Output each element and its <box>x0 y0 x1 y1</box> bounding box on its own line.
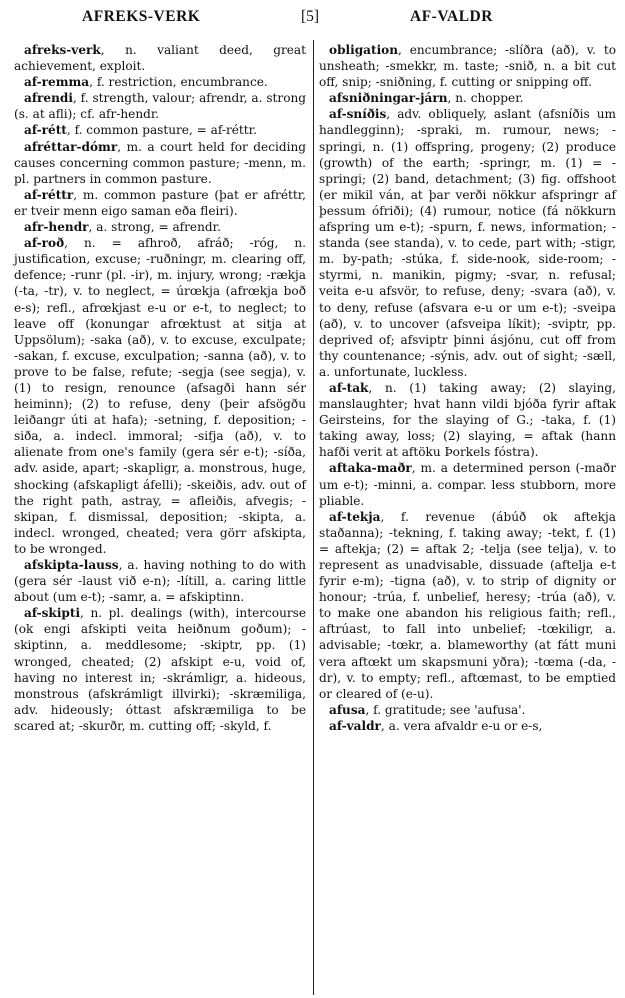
dictionary-entry: afr-hendr, a. strong, = afrendr. <box>24 220 221 235</box>
page-header <box>14 6 614 28</box>
dictionary-entry: aftaka-maðr, m. a determined person (-maðr um e-t); -minni, a. compar. less stubborn, more pliable. <box>319 461 616 508</box>
left-column <box>14 42 306 734</box>
headword: afusa <box>329 702 366 717</box>
dictionary-entry: afréttar-dómr, m. a court held for deciding causes concerning common pasture; -menn, m. pl. partners in common pasture. <box>14 139 306 186</box>
dictionary-entry: af-valdr, a. vera afvaldr e-u or e-s, <box>329 718 543 733</box>
headword: af-tekja <box>329 509 381 524</box>
column-divider <box>313 40 314 995</box>
headword: afréttar-dómr <box>24 139 118 154</box>
dictionary-entry: afusa, f. gratitude; see 'aufusa'. <box>329 702 526 717</box>
dictionary-entry: afsniðningar-járn, n. chopper. <box>329 91 524 106</box>
dictionary-entry: af-tekja, f. revenue (ábúð ok aftekja staðanna); -tekning, f. taking away; -tekt, f. (1) = aftekja; (2) = aftak 2; -telja (see telja), v. to represent as unadvisable, dissuade (aftelja e-t fyrir e-m); -tigna (að), v. to strip of dignity or honour; -trúa, f. unbelief, heresy; -trúa (að), v. to make one abandon his religious faith; refl., aftrúast, to fall into unbelief; -tœkiligr, a. advisable; -tœkr, a. blameworthy (at fátt muni vera aftœkt um skapsmuni yðra); -tœma (-da, -dr), v. to empty; refl., aftœmast, to be emptied or cleared of (e-u). <box>319 509 616 701</box>
dictionary-entry: af-remma, f. restriction, encumbrance. <box>24 75 268 90</box>
dictionary-entry: af-skipti, n. pl. dealings (with), intercourse (ok engi afskipti veita heiðnum goðum); -skiptinn, a. meddlesome; -skiptr, pp. (1) wronged, cheated; (2) afskipt e-u, void of, having no interest in; -skrámligr, a. hideous, monstrous (afskrámligt illvirki); -skræmiliga, adv. hideously; óttast afskræmiliga to be scared at; -skurðr, m. cutting off; -skyld, f. <box>14 606 306 733</box>
headword: af-rétt <box>24 123 67 138</box>
dictionary-entry: af-réttr, m. common pasture (þat er afréttr, er tveir menn eigo saman eða fleiri). <box>14 187 306 218</box>
headword: af-valdr <box>329 718 381 733</box>
headword: af-remma <box>24 75 90 90</box>
dictionary-entry: afreks-verk, n. valiant deed, great achievement, exploit. <box>14 43 306 74</box>
dictionary-entry: afskipta-lauss, a. having nothing to do with (gera sér -laust við e-n); -lítill, a. caring little about (um e-t); -samr, a. = afskiptinn. <box>14 558 306 605</box>
headword: af-skipti <box>24 606 81 621</box>
dictionary-entry: af-sníðis, adv. obliquely, aslant (afsníðis um handlegginn); -spraki, m. rumour, news; -springi, n. (1) offspring, progeny; (2) produce (growth) of the earth; -springr, m. (1) = -springi; (2) band, detachment; (3) fig. offshoot (er mikil ván, at þar verði nökkur afspringr af þessum ófriði); (4) rumour, notice (fá nökkurn afspring um e-t); -spurn, f. news, information; -standa (see standa), v. to cede, part with; -stigr, m. by-path; -stúka, f. side-nook, side-room; -styrmi, n. manikin, pigmy; -svar, n. refusal; veita e-u afsvör, to refuse, deny; -svara (að), v. to deny, refuse (afsvara e-u or um e-t); -sveipa (að), v. to uncover (afsveipa líkit); -sviptr, pp. deprived of; afsviptr þinni ásjónu, cut off from thy countenance; -sýnis, adv. out of sight; -sæll, a. unfortunate, luckless. <box>319 107 616 379</box>
right-column <box>319 42 616 734</box>
headword: af-réttr <box>24 187 74 202</box>
headword: afr-hendr <box>24 220 89 235</box>
headword: afsniðningar-járn <box>329 91 448 106</box>
headword: af-sníðis <box>329 107 387 122</box>
headword: afreks-verk <box>24 43 101 57</box>
page-number: [5] <box>301 8 320 25</box>
headword: aftaka-maðr <box>329 461 412 476</box>
dictionary-entry: af-tak, n. (1) taking away; (2) slaying, manslaughter; hvat hann vildi bjóða fyrir aftak Geirsteins, for the slaying of G.; -taka, f. (1) taking away, loss; (2) slaying, = aftak (hann hafði verit at aftöku Þorkels fóstra). <box>319 380 616 460</box>
dictionary-entry: afrendi, f. strength, valour; afrendr, a. strong (s. at afli); cf. afr-hendr. <box>14 91 306 122</box>
dictionary-entry: af-roð, n. = afhroð, afráð; -róg, n. justification, excuse; -ruðningr, m. clearing off, defence; -runr (pl. -ir), m. injury, wrong; -rækja (-ta, -tr), v. to neglect, = úrœkja (afrœkja boð e-s); refl., afrœkjast e-u or e-t, to neglect; to leave off (konungar afrœktust at sitja at Uppsölum); -saka (að), v. to excuse, exculpate; -sakan, f. excuse, exculpation; -sanna (að), v. to prove to be false, refute; -segja (see segja), v. (1) to resign, renounce (afsagði hann sér heiminn); (2) to refuse, deny (þeir afsögðu leiðangr úti at hafa); -setning, f. deposition; -siða, a. indecl. immoral; -sifja (að), v. to alienate from one's family (gera sér e-t); -síða, adv. aside, apart; -skapligr, a. monstrous, huge, shocking (afskapligt áfelli); -skeiðis, adv. out of the right path, astray, = afleiðis, afvegis; -skipan, f. dismissal, deposition; -skipta, a. indecl. wronged, cheated; vera görr afskipta, to be wronged. <box>14 236 306 556</box>
headword: obligation <box>329 43 399 57</box>
left-guide-word: AFREKS-VERK <box>82 8 201 25</box>
dictionary-entry: af-rétt, f. common pasture, = af-réttr. <box>24 123 257 138</box>
headword: afrendi <box>24 91 73 106</box>
right-guide-word: AF-VALDR <box>410 8 493 25</box>
headword: afskipta-lauss <box>24 558 119 572</box>
headword: af-roð <box>24 236 65 251</box>
dictionary-entry: obligation, encumbrance; -slíðra (að), v. to unsheath; -smekkr, m. taste; -snið, n. a bit cut off, snip; -sniðning, f. cutting or snipping off. <box>319 43 616 90</box>
headword: af-tak <box>329 380 369 395</box>
